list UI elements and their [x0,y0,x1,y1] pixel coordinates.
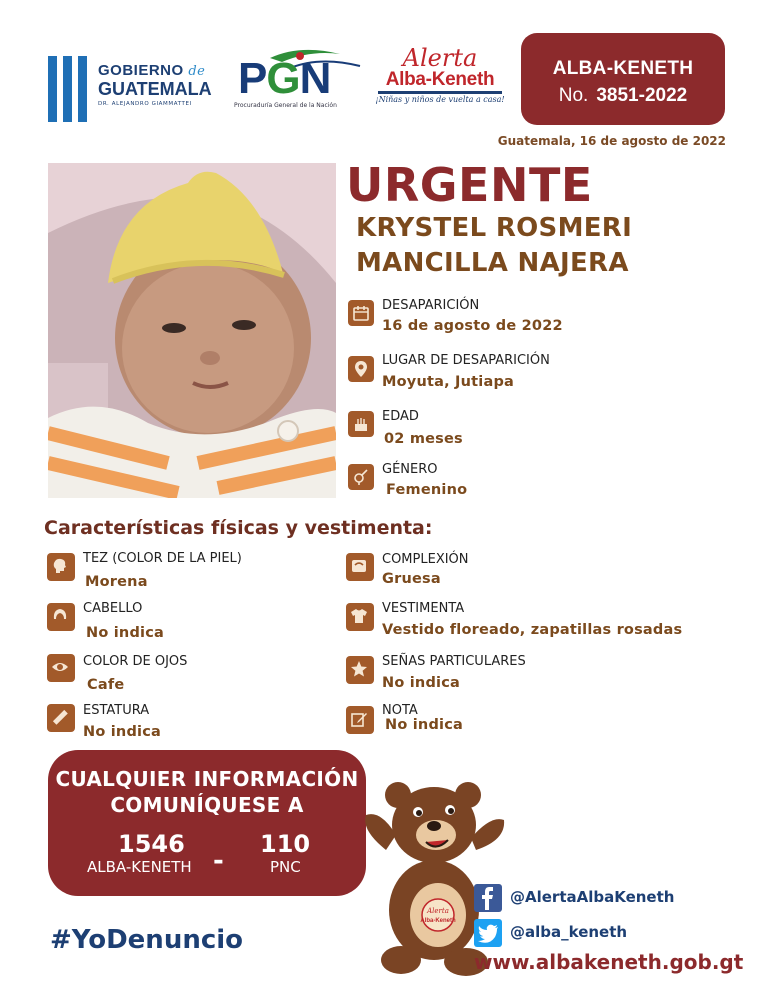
skin-label: TEZ (COLOR DE LA PIEL) [83,551,242,566]
skin-value: Morena [85,574,148,590]
calendar-icon [348,300,374,326]
urgent-heading: URGENTE [346,158,593,212]
publish-date: Guatemala, 16 de agosto de 2022 [497,134,726,148]
alba-keneth-word: Alba-Keneth [385,69,495,90]
website-link[interactable]: www.albakeneth.gob.gt [474,950,744,974]
eye-color-value: Cafe [87,677,125,693]
clothing-value: Vestido floreado, zapatillas rosadas [382,622,683,638]
child-name-line1: KRYSTEL ROSMERI [356,213,633,243]
note-value: No indica [385,717,463,733]
alba-keneth-phone[interactable]: 1546 [118,830,185,858]
bear-badge-line1: Alerta [427,907,449,915]
alert-number-badge [521,33,725,125]
gender-icon [348,464,374,490]
characteristics-title: Características físicas y vestimenta: [44,517,433,539]
alerta-tagline: ¡Niñas y niños de vuelta a casa! [375,95,505,104]
pnc-phone-label: PNC [270,858,301,876]
hair-icon [47,603,75,631]
pnc-phone[interactable]: 110 [260,830,311,858]
gobierno-logo [98,63,223,107]
height-value: No indica [83,724,161,740]
clothing-label: VESTIMENTA [382,601,465,616]
hair-value: No indica [86,625,164,641]
gobierno-president: DR. ALEJANDRO GIAMMATTEI [98,101,192,107]
badge-title: ALBA-KENETH [552,58,694,79]
age-value: 02 meses [384,431,463,447]
guatemala-word: GUATEMALA [98,79,212,99]
pgn-subtitle: Procuraduría General de la Nación [234,102,337,109]
shirt-icon [346,603,374,631]
child-name [356,211,632,281]
disappearance-label: DESAPARICIÓN [382,298,480,313]
missing-child-photo [48,163,336,498]
contact-title [48,766,366,818]
gobierno-logo-bars [48,56,88,122]
phone-separator: - [213,846,224,876]
badge-no-label: No. [558,85,589,106]
badge-no-value: 3851-2022 [596,85,688,106]
eye-icon [47,654,75,682]
contact-title-line2: COMUNÍQUESE A [110,793,304,817]
logo-divider [378,91,502,94]
head-profile-icon [47,553,75,581]
twitter-handle[interactable]: @alba_keneth [510,923,628,941]
ruler-icon [47,704,75,732]
child-name-line2: MANCILLA NAJERA [356,248,629,278]
gobierno-word: GOBIERNO [98,62,184,79]
marks-value: No indica [382,675,460,691]
age-label: EDAD [382,409,419,424]
location-value: Moyuta, Jutiapa [382,374,515,390]
contact-box [48,750,366,896]
marks-label: SEÑAS PARTICULARES [382,654,526,669]
facebook-handle[interactable]: @AlertaAlbaKeneth [510,888,675,906]
alerta-word: Alerta [402,44,478,72]
twitter-icon[interactable] [474,919,502,947]
build-label: COMPLEXIÓN [382,552,469,567]
location-label: LUGAR DE DESAPARICIÓN [382,353,550,368]
birthday-cake-icon [348,411,374,437]
build-value: Gruesa [382,571,441,587]
alba-keneth-phone-label: ALBA-KENETH [87,858,192,876]
hashtag: #YoDenuncio [50,925,244,955]
hair-label: CABELLO [83,601,143,616]
contact-title-line1: CUALQUIER INFORMACIÓN [55,767,359,791]
height-label: ESTATURA [83,703,150,718]
note-label: NOTA [382,703,418,718]
eye-color-label: COLOR DE OJOS [83,654,188,669]
bear-badge-line2: Alba-Keneth [420,918,456,924]
pgn-logo [230,46,370,116]
note-edit-icon [346,706,374,734]
alerta-alba-keneth-logo [374,46,506,104]
scale-icon [346,553,374,581]
location-pin-icon [348,356,374,382]
gender-label: GÉNERO [382,462,438,477]
pgn-letters: PGN [238,54,331,103]
gobierno-de: de [188,64,206,79]
gender-value: Femenino [386,482,468,498]
facebook-icon[interactable] [474,884,502,912]
disappearance-value: 16 de agosto de 2022 [382,318,563,334]
baby-portrait-illustration [48,163,336,498]
badge-number [521,85,725,107]
star-icon [346,656,374,684]
